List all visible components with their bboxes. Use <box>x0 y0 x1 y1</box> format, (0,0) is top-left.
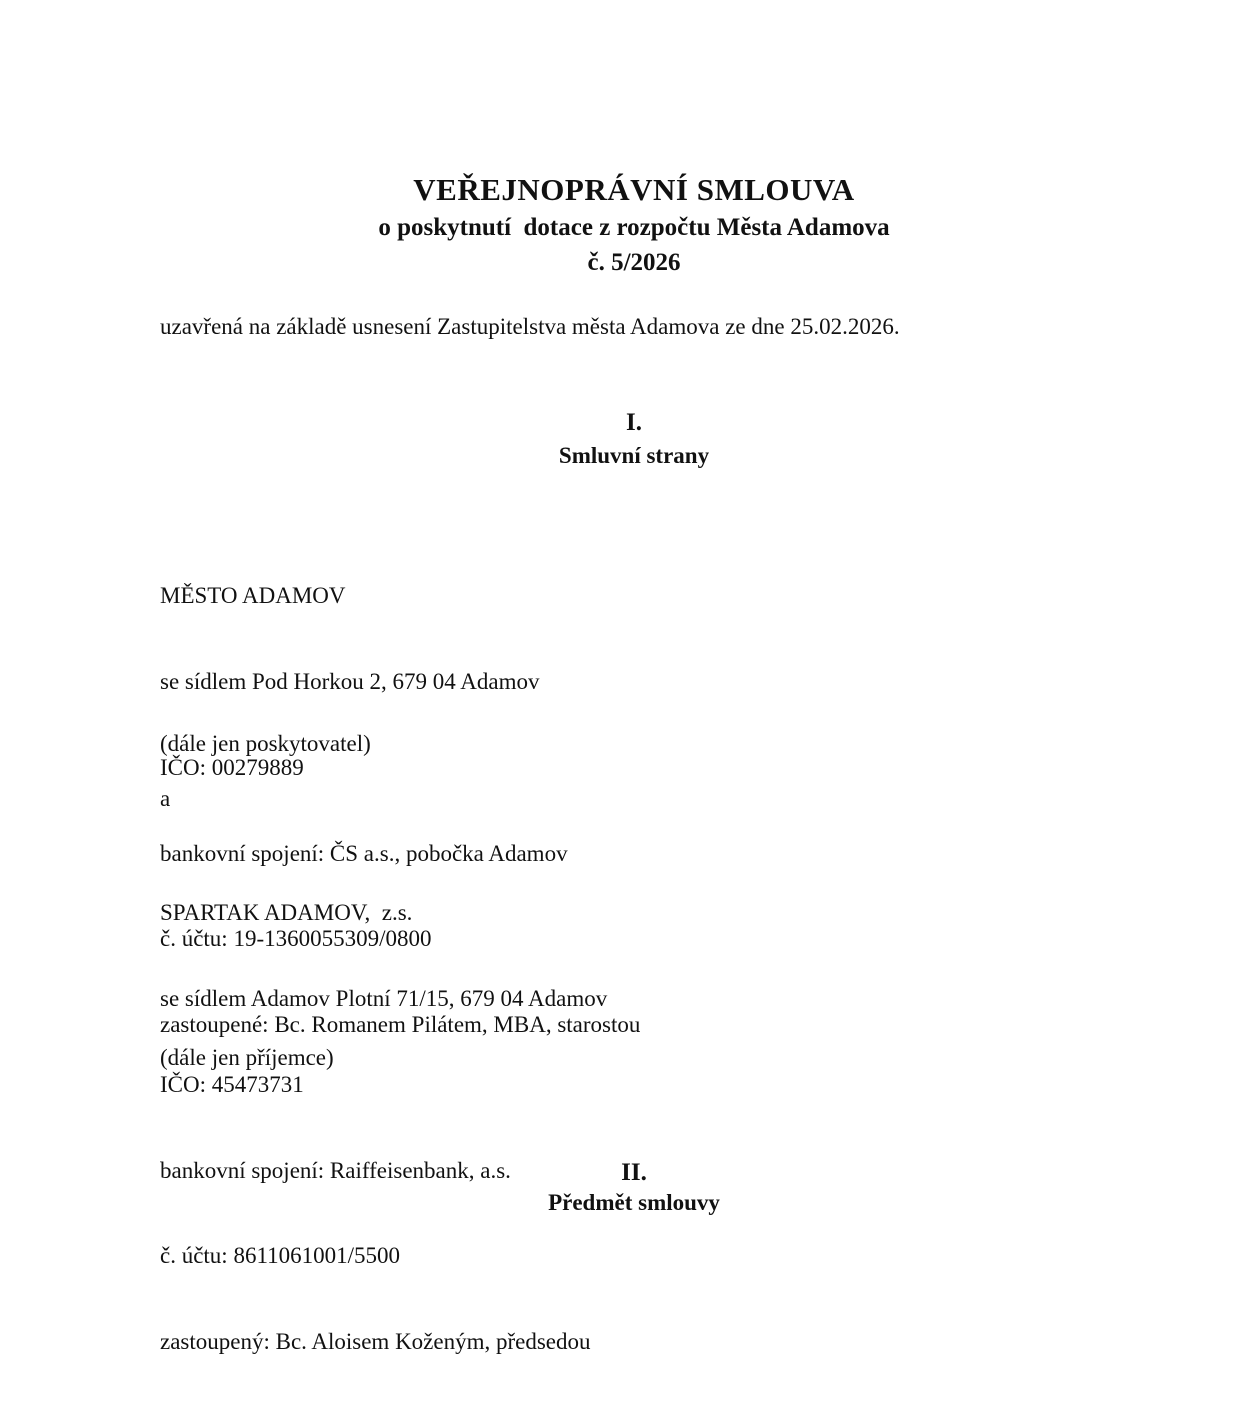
recipient-ico: IČO: 45473731 <box>160 1071 304 1097</box>
provider-ico: IČO: 00279889 <box>160 754 304 780</box>
contract-number: č. 5/2026 <box>587 249 681 276</box>
intro-paragraph: uzavřená na základě usnesení Zastupitelstva města Adamova ze dne 25.02.2026. <box>160 314 900 339</box>
section-1-number: I. <box>626 409 642 436</box>
section-1-title: Smluvní strany <box>558 443 710 468</box>
recipient-name: SPARTAK ADAMOV, z.s. <box>160 900 413 926</box>
section-2-title: Předmět smlouvy <box>548 1190 720 1215</box>
recipient-block <box>160 842 607 1414</box>
section-2-number: II. <box>621 1159 647 1186</box>
document-subtitle: o poskytnutí dotace z rozpočtu Města Adamova <box>378 214 890 241</box>
provider-representative: zastoupené: Bc. Romanem Pilátem, MBA, starostou <box>160 1012 641 1038</box>
recipient-address: se sídlem Adamov Plotní 71/15, 679 04 Adamov <box>160 985 608 1011</box>
conjunction: a <box>160 786 171 811</box>
provider-name: MĚSTO ADAMOV <box>160 583 346 609</box>
provider-role: (dále jen poskytovatel) <box>160 731 371 756</box>
recipient-bank: bankovní spojení: Raiffeisenbank, a.s. <box>160 1157 511 1183</box>
recipient-role: (dále jen příjemce) <box>160 1045 334 1070</box>
recipient-representative: zastoupený: Bc. Aloisem Koženým, předsedou <box>160 1329 591 1355</box>
document-title: VEŘEJNOPRÁVNÍ SMLOUVA <box>413 172 855 207</box>
provider-account: č. účtu: 19-1360055309/0800 <box>160 926 432 952</box>
recipient-account: č. účtu: 8611061001/5500 <box>160 1243 400 1269</box>
provider-address: se sídlem Pod Horkou 2, 679 04 Adamov <box>160 668 540 694</box>
provider-bank: bankovní spojení: ČS a.s., pobočka Adamov <box>160 840 568 866</box>
